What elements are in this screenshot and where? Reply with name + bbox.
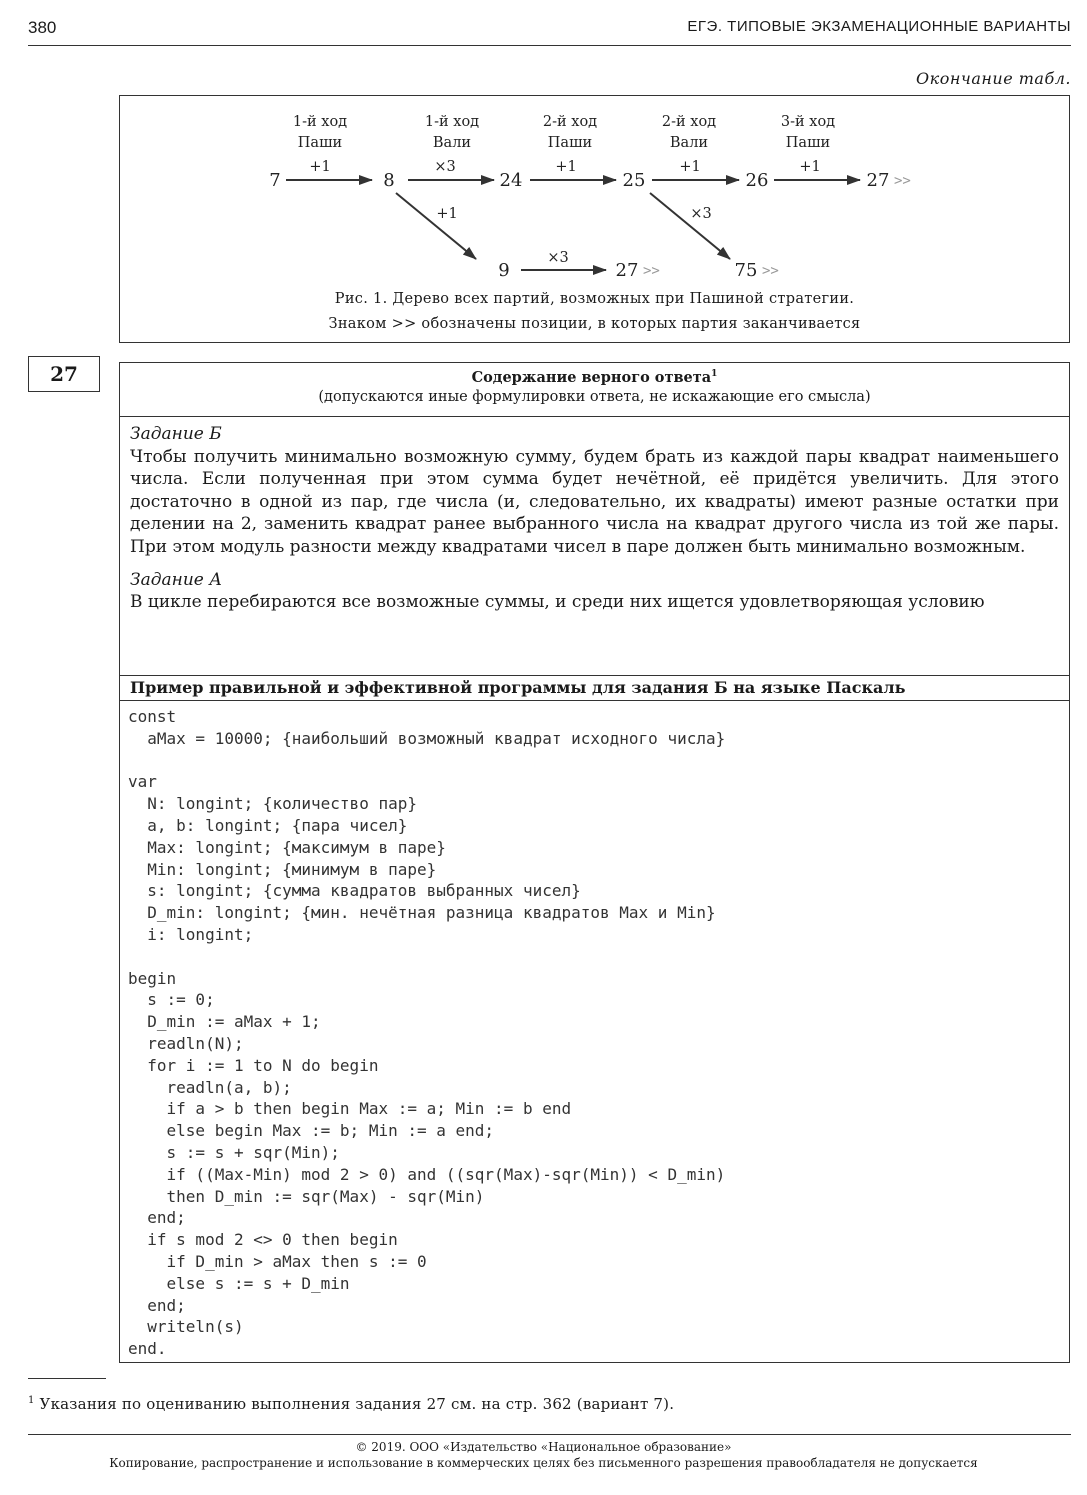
node-9: 9 bbox=[498, 260, 510, 281]
task-a-label: Задание А bbox=[130, 569, 223, 590]
game-tree-figure bbox=[119, 95, 1070, 343]
task-b-label: Задание Б bbox=[130, 424, 222, 444]
page-header bbox=[28, 18, 1071, 40]
program-heading: Пример правильной и эффективной программы для задания Б на языке Паскаль bbox=[130, 678, 906, 697]
arrow-8-to-9 bbox=[396, 193, 476, 259]
op-label-24-25: +1 bbox=[555, 159, 577, 175]
solution-text bbox=[130, 423, 1059, 614]
node-26: 26 bbox=[745, 170, 769, 191]
header-divider bbox=[28, 45, 1071, 46]
figure-caption-line2: Знаком >> обозначены позиции, в которых партия заканчивается bbox=[328, 316, 861, 332]
node-25: 25 bbox=[622, 170, 646, 191]
arrow-25-to-75 bbox=[650, 193, 730, 259]
op-label-8-9: +1 bbox=[436, 206, 458, 222]
table-continuation-note: Окончание табл. bbox=[916, 69, 1071, 88]
answer-table bbox=[119, 362, 1070, 1363]
figure-caption-line1: Рис. 1. Дерево всех партий, возможных при Пашиной стратегии. bbox=[334, 291, 855, 307]
op-label-7-8: +1 bbox=[309, 159, 331, 175]
program-heading-row bbox=[120, 675, 1069, 701]
node-8: 8 bbox=[383, 170, 395, 191]
op-label-25-26: +1 bbox=[679, 159, 701, 175]
move-label-1-line2: Паши bbox=[297, 135, 343, 151]
move-label-3-line1: 2-й ход bbox=[542, 114, 598, 130]
page-number: 380 bbox=[28, 18, 57, 37]
move-label-5-line2: Паши bbox=[785, 135, 831, 151]
op-label-9-27: ×3 bbox=[547, 250, 569, 266]
move-label-5-line1: 3-й ход bbox=[780, 114, 836, 130]
copyright-line1: © 2019. ООО «Издательство «Национальное образование» bbox=[355, 1440, 732, 1454]
footnote-text: Указания по оцениванию выполнения задания 27 см. на стр. 362 (вариант 7). bbox=[39, 1395, 675, 1413]
answer-subheading: (допускаются иные формулировки ответа, не искажающие его смысла) bbox=[318, 389, 871, 405]
move-label-2-line1: 1-й ход bbox=[424, 114, 480, 130]
node-24: 24 bbox=[499, 170, 523, 191]
move-label-4-line1: 2-й ход bbox=[661, 114, 717, 130]
running-title: ЕГЭ. ТИПОВЫЕ ЭКЗАМЕНАЦИОННЫЕ ВАРИАНТЫ bbox=[687, 18, 1071, 35]
move-label-2-line2: Вали bbox=[432, 135, 472, 151]
copyright-line2: Копирование, распространение и использование в коммерческих целях без письменного разрешения правообладателя не допускается bbox=[109, 1456, 978, 1470]
move-label-1-line1: 1-й ход bbox=[292, 114, 348, 130]
answer-heading-text: Содержание верного ответа bbox=[471, 369, 712, 386]
op-label-8-24: ×3 bbox=[434, 159, 456, 175]
op-label-26-27: +1 bbox=[799, 159, 821, 175]
footnote-mark: 1 bbox=[28, 1395, 35, 1406]
footnote bbox=[28, 1395, 674, 1413]
heading-footnote-mark: 1 bbox=[711, 369, 718, 380]
node-7: 7 bbox=[269, 170, 281, 191]
op-label-25-75: ×3 bbox=[690, 206, 712, 222]
pascal-code: const aMax = 10000; {наибольший возможный квадрат исходного числа} var N: longint; {количество пар} a, b: longint; {пара чисел} Max: longint; {максимум в паре} Min: longint; {минимум в паре} s: longint; {сумма квадратов выбранных чисел} D_min: longint; {мин. нечётная разница квадратов Max и Min} i: longint; begin s := 0; D_min := aMax + 1; readln(N); for i := 1 to N do begin readln(a, b); if a > b then begin Max := a; Min := b end else begin Max := b; Min := a end; s := s + sqr(Min); if ((Max-Min) mod 2 > 0) and ((sqr(Max)-sqr(Min)) < D_min) then D_min := sqr(Max) - sqr(Min) end; if s mod 2 <> 0 then begin if D_min > aMax then s := 0 else s := s + D_min end; writeln(s) end. bbox=[128, 707, 726, 1359]
footer-divider bbox=[28, 1434, 1071, 1435]
answer-header bbox=[120, 363, 1069, 417]
end-marker-27-branch: >> bbox=[643, 263, 660, 279]
node-27-branch: 27 bbox=[615, 260, 639, 281]
end-marker-27: >> bbox=[894, 173, 911, 189]
footnote-divider bbox=[28, 1378, 106, 1379]
move-label-4-line2: Вали bbox=[669, 135, 709, 151]
node-75: 75 bbox=[734, 260, 758, 281]
task-a-text: В цикле перебираются все возможные суммы, и среди них ищется удовлетворяющая условию bbox=[130, 592, 985, 613]
node-27-end: 27 bbox=[866, 170, 890, 191]
move-label-3-line2: Паши bbox=[547, 135, 593, 151]
end-marker-75: >> bbox=[762, 263, 779, 279]
task-b-text: Чтобы получить минимально возможную сумму, будем брать из каждой пары квадрат наименьшего числа. Если полученная при этом сумма будет нечётной, её придётся увеличить. Для этого достаточно в одной из пар, где числа (и, следовательно, их квадраты) имеют разные остатки при делении на 2, заменить квадрат ранее выбранного числа на квадрат другого числа из той же пары. При этом модуль разности между квадратами чисел в паре должен быть минимально возможным. bbox=[130, 446, 1059, 557]
answer-heading bbox=[120, 369, 1069, 386]
task-number: 27 bbox=[28, 356, 100, 392]
